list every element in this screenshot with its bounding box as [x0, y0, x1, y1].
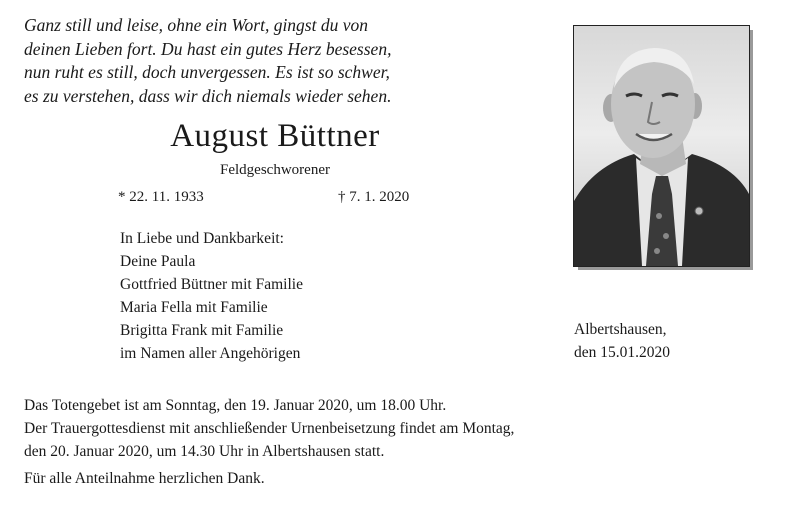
birth-date: * 22. 11. 1933 [118, 189, 204, 205]
service-notice [24, 394, 514, 463]
poem-line: deinen Lieben fort. Du hast ein gutes Herz besessen, [24, 38, 392, 59]
date: den 15.01.2020 [574, 344, 671, 361]
notice-line: Der Trauergottesdienst mit anschließender Urnenbeisetzung findet am Montag, [24, 420, 515, 437]
place-date [574, 318, 670, 364]
thanks-line: Für alle Anteilnahme herzlichen Dank. [24, 470, 265, 487]
deceased-role: Feldgeschworener [220, 162, 330, 178]
mourner-line: Gottfried Büttner mit Familie [120, 276, 303, 293]
mourner-line: im Namen aller Angehörigen [120, 345, 301, 362]
poem-line: es zu verstehen, dass wir dich niemals wieder sehen. [24, 85, 392, 106]
notice-line: Das Totengebet ist am Sonntag, den 19. Januar 2020, um 18.00 Uhr. [24, 397, 447, 414]
poem-line: nun ruht es still, doch unvergessen. Es ist so schwer, [24, 62, 390, 82]
death-date: † 7. 1. 2020 [338, 189, 410, 205]
mourners-list [120, 227, 303, 365]
place: Albertshausen, [574, 321, 667, 338]
mourner-line: Brigitta Frank mit Familie [120, 322, 284, 339]
portrait-image [574, 26, 749, 266]
portrait-photo [573, 25, 750, 267]
poem-verse [24, 14, 464, 108]
mourner-line: Deine Paula [120, 253, 196, 270]
mourner-line: In Liebe und Dankbarkeit: [120, 230, 284, 247]
mourner-line: Maria Fella mit Familie [120, 299, 268, 316]
deceased-name: August Büttner [170, 118, 380, 154]
notice-line: den 20. Januar 2020, um 14.30 Uhr in Albertshausen statt. [24, 443, 385, 460]
poem-line: Ganz still und leise, ohne ein Wort, gingst du von [24, 15, 368, 35]
